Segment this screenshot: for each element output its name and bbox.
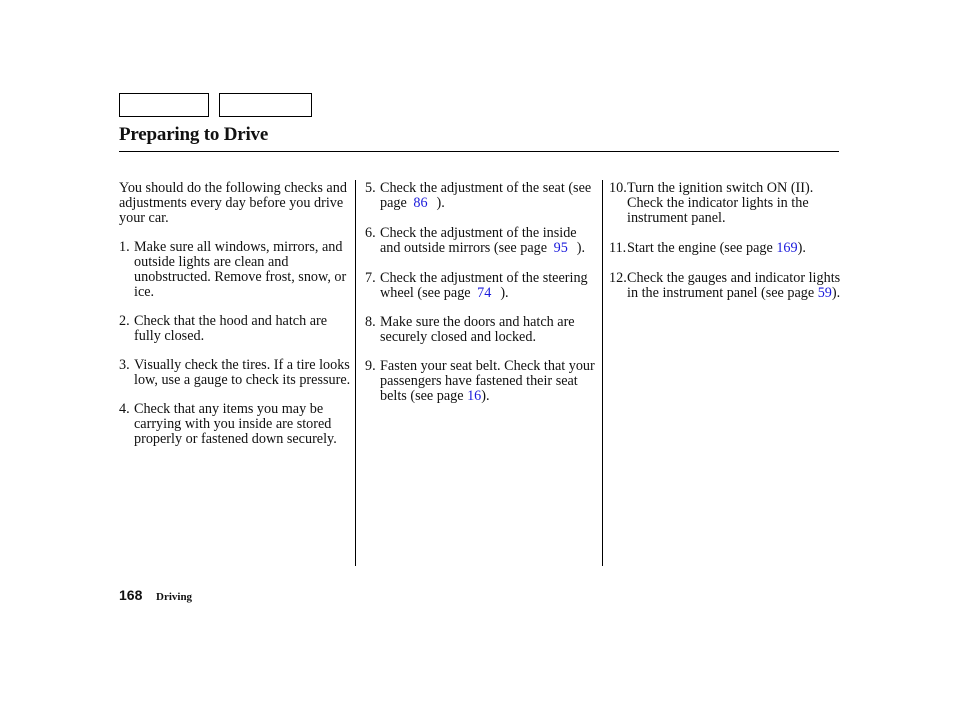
list-item [365,359,597,404]
list-item [609,181,841,226]
column-divider [355,180,356,566]
item-number: 4. [119,401,130,417]
item-text: Check the adjustment of the steering wheel (see page [380,270,588,301]
item-text-end: ). [436,195,445,211]
item-text-end: ). [831,285,841,301]
item-number: 10. [609,180,627,196]
item-number: 9. [365,358,376,374]
column-1 [119,181,351,447]
page-link[interactable]: 59 [817,285,832,301]
title-rule [119,151,839,152]
item-text: Turn the ignition switch ON (II). Check the indicator lights in the instrument panel. [627,180,814,226]
item-text: Check that any items you may be carrying with you inside are stored properly or fastened down securely. [134,401,337,447]
item-text-end: ). [797,240,806,256]
page-link[interactable]: 169 [776,240,798,256]
page-link[interactable]: 16 [467,388,482,404]
item-number: 5. [365,180,376,196]
item-number: 6. [365,225,376,241]
list-item [119,402,351,447]
item-text: Make sure all windows, mirrors, and outside lights are clean and unobstructed. Remove frost, snow, or ice. [134,239,347,300]
list-item [119,314,351,344]
item-number: 7. [365,270,376,286]
list-item [609,241,841,256]
page-number: 168 [119,587,143,603]
list-item [119,358,351,388]
item-text-end: ). [576,240,586,256]
list-item [365,226,597,256]
item-number: 1. [119,239,130,255]
list-item [365,181,597,211]
item-text-end: ). [500,285,509,301]
page-title: Preparing to Drive [119,124,269,145]
nav-tab-1[interactable] [119,93,209,117]
item-text: Visually check the tires. If a tire looks low, use a gauge to check its pressure. [134,357,351,388]
item-text-end: ). [481,388,490,404]
nav-tab-2[interactable] [219,93,312,117]
item-number: 3. [119,357,130,373]
page-link[interactable]: 95 [553,240,568,256]
page-link[interactable]: 86 [413,195,428,211]
list-item [119,240,351,300]
intro-paragraph: You should do the following checks and adjustments every day before you drive your car. [119,180,347,226]
item-text: Start the engine (see page [627,240,773,256]
list-item [609,271,841,301]
column-3 [609,181,841,301]
item-number: 11. [609,240,627,256]
column-divider [602,180,603,566]
item-text: Check the adjustment of the inside and outside mirrors (see page [380,225,577,256]
page-link[interactable]: 74 [477,285,492,301]
item-number: 8. [365,314,376,330]
item-text: Check the gauges and indicator lights in the instrument panel (see page [627,270,841,301]
item-text: Fasten your seat belt. Check that your passengers have fastened their seat belts (see page [380,358,595,404]
item-number: 12. [609,270,627,286]
item-text: Check the adjustment of the seat (see page [380,180,592,211]
column-2 [365,181,597,404]
section-label: Driving [156,591,193,603]
item-text: Check that the hood and hatch are fully closed. [134,313,328,344]
item-number: 2. [119,313,130,329]
item-text: Make sure the doors and hatch are securely closed and locked. [380,314,575,345]
list-item [365,271,597,301]
list-item [365,315,597,345]
